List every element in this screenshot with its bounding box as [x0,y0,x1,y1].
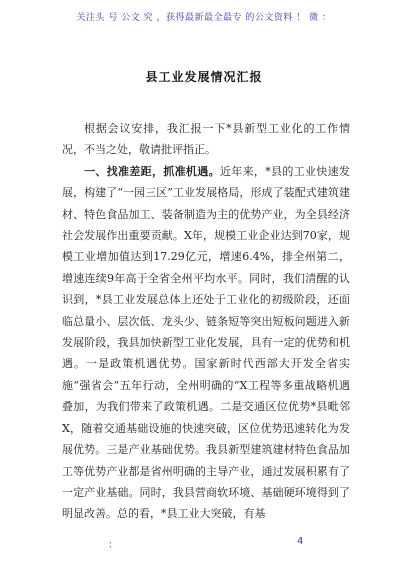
section-heading: 一、找准差距，抓准机遇。 [84,164,220,178]
promo-header: 关注头 号 公文 究 ，获得最新最全最专 的公文资料 ！ 微 ： [76,13,332,23]
intro-paragraph: 根据会议安排，我汇报一下*县新型工业化的工作情况，不当之处，敬请批评指正。 [62,122,350,157]
page-number: 4 [297,536,304,547]
document-title: 县工业发展情况汇报 [145,70,263,84]
section-paragraph [62,161,350,525]
document-body [62,118,350,525]
page-footer [0,536,408,550]
section-body: 近年来，*县的工业快速发展，构建了“一园三区”工业发展格局，形成了装配式建筑建材、特色食品加工、装备制造为主的优势产业，为全县经济社会发展作出重要贡献。X年，规模工业企业达到70家，规模工业增加值达到17.29亿元，增速6.4%，排全州第二，增速连续9年高于全省全州平均水平。同时，我们清醒的认识到，*县工业发展总体上还处于工业化的初级阶段，还面临总量小、层次低、龙头少、链条短等突出短板问题进入新发展阶段，我县加快新型工业化发展，具有一定的优势和机遇。一是政策机遇优势。国家新时代西部大开发全省实施“强省会”五年行动，全州明确的“X工程等多重战略机遇叠加，为我们带来了政策机遇。二是交通区位优势*县毗邻X，随着交通基础设施的快速突破，区位优势迅速转化为发展优势。三是产业基础优势。我县新型建筑建材特色食品加工等优势产业都是省州明确的主导产业，通过发展积累有了一定产业基础。同时，我县营商软环境、基础硬环境得到了明显改善。总的看，*县工业大突破，有基 [62,164,351,521]
footer-mark: ： [108,540,118,551]
